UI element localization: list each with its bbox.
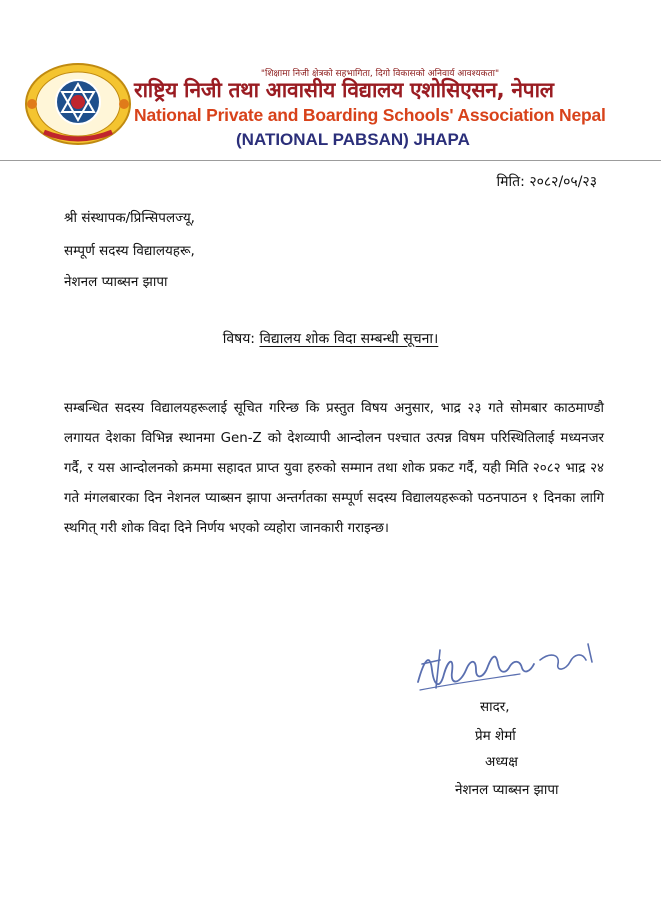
association-logo <box>24 62 132 146</box>
association-name-english: National Private and Boarding Schools' Association Nepal <box>134 105 606 125</box>
addressee-line-1: श्री संस्थापक/प्रिन्सिपलज्यू, <box>64 210 195 226</box>
addressee-line-3: नेशनल प्याब्सन झापा <box>64 274 168 290</box>
letter-body: सम्बन्धित सदस्य विद्यालयहरूलाई सूचित गरिन्छ कि प्रस्तुत विषय अनुसार, भाद्र २३ गते सोमबार काठमाण्डौ लगायत देशका विभिन्न स्थानमा Gen-Z को देशव्यापी आन्दोलन पश्चात उत्पन्न विषम परिस्थितिलाई मध्यनजर गर्दै, र यस आन्दोलनको क्रममा सहादत प्राप्त युवा हरुको सम्मान तथा शोक प्रकट गर्दै, यही मिति २०८२ भाद्र २४ गते मंगलबारका दिन नेशनल प्याब्सन झापा अन्तर्गतका सम्पूर्ण सदस्य विद्यालयहरूको पठनपाठन १ दिनका लागि स्थगित् गरी शोक विदा दिने निर्णय भएको व्यहोरा जानकारी गराइन्छ। <box>64 401 604 536</box>
association-motto: "शिक्षामा निजी क्षेत्रको सहभागिता, दिगो विकासको अनिवार्य आवश्यकता" <box>260 69 500 79</box>
subject-label: विषय: <box>222 331 256 347</box>
addressee-line-2: सम्पूर्ण सदस्य विद्यालयहरू, <box>64 243 195 259</box>
signature <box>410 630 600 700</box>
signatory-name: प्रेम शेर्मा <box>475 728 516 744</box>
closing-salutation: सादर, <box>480 699 510 715</box>
letter-date: मिति: २०८२/०५/२३ <box>496 174 597 190</box>
signatory-organization: नेशनल प्याब्सन झापा <box>455 782 559 798</box>
signatory-position: अध्यक्ष <box>485 754 518 770</box>
association-name-nepali: राष्ट्रिय निजी तथा आवासीय विद्यालय एशोसिएसन, नेपाल <box>134 78 554 102</box>
association-chapter: (NATIONAL PABSAN) JHAPA <box>236 130 470 149</box>
header-divider <box>0 160 661 161</box>
letterhead <box>0 0 661 162</box>
letter-subject <box>0 329 661 348</box>
subject-text: विद्यालय शोक विदा सम्बन्धी सूचना। <box>259 331 439 347</box>
